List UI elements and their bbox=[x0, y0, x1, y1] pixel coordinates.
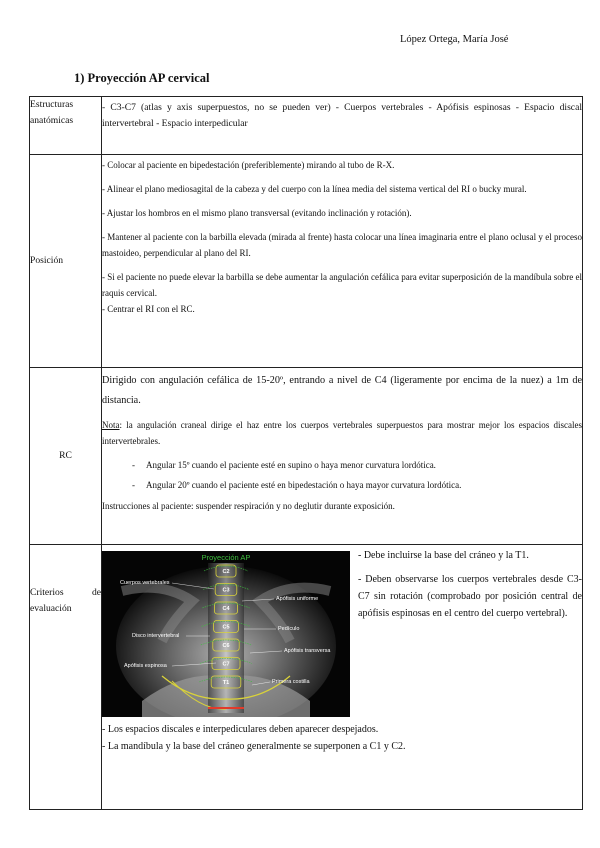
xray-figure bbox=[102, 551, 350, 717]
row-posicion bbox=[30, 155, 583, 368]
posicion-item: - Alinear el plano mediosagital de la cabeza y del cuerpo con la línea media del sistema vertical del RI o bucky mural. bbox=[102, 184, 527, 194]
label-criterios: Criterios de evaluación bbox=[30, 545, 102, 810]
author-name: López Ortega, María José bbox=[400, 34, 509, 45]
vertebra-label: C7 bbox=[222, 661, 230, 668]
posicion-item: - Mantener al paciente con la barbilla elevada (mirada al frente) hasta colocar una línea imaginaria entre el plano oclusal y el proceso mastoideo, perpendicular al plano del RI. bbox=[102, 232, 582, 258]
row-rc bbox=[30, 368, 583, 545]
xray-image bbox=[102, 551, 350, 717]
content-rc bbox=[102, 368, 583, 545]
row-estructuras bbox=[30, 97, 583, 155]
vertebra-label: C5 bbox=[222, 624, 230, 631]
posicion-item: - Ajustar los hombros en el mismo plano transversal (evitando inclinación y rotación). bbox=[102, 208, 412, 218]
xray-title: Proyección AP bbox=[201, 553, 251, 562]
content-estructuras bbox=[102, 97, 583, 155]
criterio-item: - La mandíbula y la base del cráneo generalmente se superponen a C1 y C2. bbox=[102, 741, 406, 752]
posicion-item: - Centrar el RI con el RC. bbox=[102, 304, 195, 314]
label-costilla: Primera costilla bbox=[272, 679, 310, 685]
estructuras-text: - C3-C7 (atlas y axis superpuestos, no se pueden ver) - Cuerpos vertebrales - Apófisis espinosas - Espacio discal intervertebral - Espacio interpedicular bbox=[102, 102, 582, 129]
vertebra-label: C6 bbox=[222, 643, 230, 649]
rc-note-label: Nota bbox=[102, 420, 120, 430]
criterio-item: - Los espacios discales e interpediculares deben aparecer despejados. bbox=[102, 724, 379, 735]
rc-bullet-list bbox=[102, 457, 582, 493]
rc-instructions: Instrucciones al paciente: suspender respiración y no deglutir durante exposición. bbox=[102, 501, 395, 511]
rc-main-text: Dirigido con angulación cefálica de 15-20º, entrando a nivel de C4 (ligeramente por encima de la nuez) a 1m de distancia. bbox=[102, 375, 582, 406]
rc-note-text: : la angulación craneal dirige el haz entre los cuerpos vertebrales superpuestos para mostrar mejor los espacios discales intervertebrales. bbox=[102, 420, 582, 446]
criterios-wrap bbox=[102, 547, 582, 755]
posicion-item: - Colocar al paciente en bipedestación (preferiblemente) mirando al tubo de R-X. bbox=[102, 160, 395, 170]
label-posicion: Posición bbox=[30, 155, 102, 368]
label-pediculo: Pedículo bbox=[278, 626, 300, 632]
vertebra-label: T1 bbox=[222, 680, 230, 686]
rc-note bbox=[102, 417, 582, 449]
section-heading: 1) Proyección AP cervical bbox=[74, 71, 210, 85]
criterio-item: - Debe incluirse la base del cráneo y la T1. bbox=[358, 550, 529, 561]
content-posicion bbox=[102, 155, 583, 368]
label-espinosa: Apófisis espinosa bbox=[124, 663, 167, 669]
rc-bullet: - Angular 20º cuando el paciente esté en bipedestación o haya mayor curvatura lordótica. bbox=[132, 477, 582, 493]
label-disco: Disco intervertebral bbox=[132, 633, 180, 639]
posicion-item: - Si el paciente no puede elevar la barbilla se debe aumentar la angulación cefálica para evitar superposición de la mandíbula sobre el raquis cervical. bbox=[102, 272, 582, 298]
rc-bullet: - Angular 15º cuando el paciente esté en supino o haya menor curvatura lordótica. bbox=[132, 457, 582, 473]
vertebra-label: C3 bbox=[222, 587, 230, 594]
projection-table bbox=[29, 96, 583, 810]
vertebra-label: C2 bbox=[222, 569, 230, 575]
label-cuerpos: Cuerpos vertebrales bbox=[120, 580, 170, 586]
criterios-full-text bbox=[102, 721, 582, 755]
label-rc: RC bbox=[30, 368, 102, 545]
label-estructuras: Estructuras anatómicas bbox=[30, 97, 102, 155]
criterio-item: - Deben observarse los cuerpos vertebrales desde C3-C7 sin rotación (comprobado por posición central de apófisis espinosas en el centro del cuerpo vertebral). bbox=[358, 574, 582, 619]
content-criterios bbox=[102, 545, 583, 810]
label-transversa: Apófisis transversa bbox=[284, 648, 331, 654]
vertebra-label: C4 bbox=[222, 606, 230, 612]
row-criterios bbox=[30, 545, 583, 810]
label-uniforme: Apófisis uniforme bbox=[276, 596, 319, 602]
